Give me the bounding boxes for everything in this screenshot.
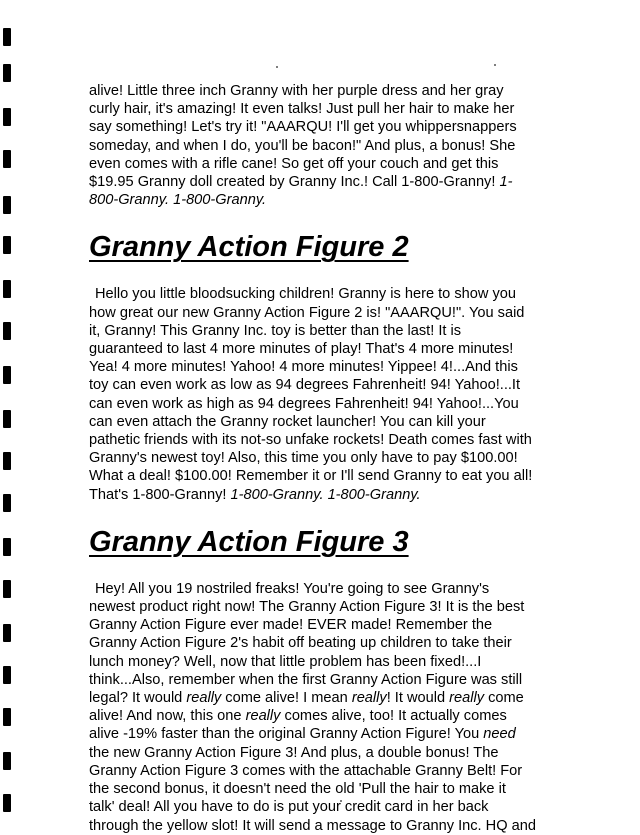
italic-emphasis: really [351, 690, 387, 707]
text-segment: alive -19% faster than the original Granny Action Figure! You [89, 726, 484, 743]
text-line: how great our new Granny Action Figure 2 is! "AAARQU!". You said [89, 304, 525, 321]
text-line: What a deal! $100.00! Remember it or I'll send Granny to eat you all! [89, 468, 533, 485]
binder-hole [3, 108, 11, 126]
binder-hole [3, 494, 11, 512]
text-line: toy can even work as low as 94 degrees Fahrenheit! 94! Yahoo!...It [89, 377, 521, 394]
text-line [89, 707, 559, 725]
binder-hole [3, 236, 11, 254]
text-line: think...Also, remember when the first Granny Action Figure was still [89, 671, 523, 688]
text-segment: ! It would [386, 690, 450, 707]
text-segment: $19.95 Granny doll created by Granny Inc.! Call 1-800-Granny! [89, 174, 500, 191]
text-line: Granny Action Figure 2's habit off beating up children to take their [89, 635, 512, 652]
text-line: say something! Let's try it! "AAARQU! I'll get you whippersnappers [89, 119, 517, 136]
document-page [89, 82, 559, 835]
italic-emphasis: need [483, 726, 516, 743]
text-line [89, 173, 559, 191]
binder-hole [3, 28, 11, 46]
text-line: Yea! 4 more minutes! Yahoo! 4 more minutes! Yippee! 4!...And this [89, 359, 518, 376]
text-segment: That's 1-800-Granny! [89, 486, 231, 503]
text-line: pathetic friends with its not-so unfake rockets! Death comes fast with [89, 432, 532, 449]
binder-hole [3, 580, 11, 598]
text-line: can even work as high as 94 degrees Fahrenheit! 94! Yahoo!...You [89, 395, 519, 412]
binder-hole [3, 666, 11, 684]
text-line: lunch money? Well, now that little problem has been fixed!...I [89, 653, 482, 670]
scan-speck [494, 64, 496, 66]
binder-hole [3, 452, 11, 470]
section2-paragraph [89, 285, 559, 503]
italic-emphasis: really [449, 690, 485, 707]
text-line: even comes with a rifle cane! So get off your couch and get this [89, 155, 499, 172]
binder-hole [3, 280, 11, 298]
italic-emphasis: really [186, 690, 222, 707]
text-line: someday, and when I do, you'll be bacon!" And plus, a bonus! She [89, 137, 516, 154]
text-line: Granny Action Figure ever made! EVER made! Remember the [89, 617, 493, 634]
intro-paragraph [89, 82, 559, 209]
binder-hole [3, 410, 11, 428]
italic-emphasis: really [245, 708, 281, 725]
binder-hole [3, 196, 11, 214]
text-segment: come alive! I mean [221, 690, 352, 707]
binder-hole [3, 150, 11, 168]
section-heading: Granny Action Figure 3 [89, 525, 409, 558]
text-line: Hey! All you 19 nostriled freaks! You're going to see Granny's [95, 580, 490, 597]
italic-phone: 1- [499, 174, 513, 191]
text-line: can even attach the Granny rocket launcher! You can kill your [89, 413, 486, 430]
text-line: the second bonus, it doesn't need the old 'Pull the hair to make it [89, 781, 506, 798]
binder-hole [3, 794, 11, 812]
scan-speck [276, 66, 278, 68]
text-line: guaranteed to last 4 more minutes of play! That's 4 more minutes! [89, 341, 514, 358]
text-line [89, 689, 559, 707]
binder-hole [3, 322, 11, 340]
text-segment: alive! And now, this one [89, 708, 246, 725]
binder-hole [3, 538, 11, 556]
text-line: it, Granny! This Granny Inc. toy is better than the last! It is [89, 322, 462, 339]
text-line: Granny Action Figure 3 comes with the attachable Granny Belt! For [89, 762, 523, 779]
binder-hole [3, 752, 11, 770]
section3-paragraph [89, 580, 559, 835]
text-segment: legal? It would [89, 690, 187, 707]
text-line [89, 191, 559, 209]
binder-hole [3, 64, 11, 82]
text-line: through the yellow slot! It will send a message to Granny Inc. HQ and [89, 817, 536, 834]
binder-hole-strip [0, 0, 14, 828]
text-line: talk' deal! All you have to do is put your credit card in her back [89, 799, 489, 816]
section-heading: Granny Action Figure 2 [89, 231, 409, 264]
italic-phone: 800-Granny. 1-800-Granny. [89, 192, 267, 209]
text-segment: comes alive, too! It actually comes [280, 708, 507, 725]
text-segment: come [484, 690, 524, 707]
text-line: newest product right now! The Granny Action Figure 3! It is the best [89, 599, 525, 616]
binder-hole [3, 624, 11, 642]
text-line: the new Granny Action Figure 3! And plus, a double bonus! The [89, 744, 499, 761]
text-line: Hello you little bloodsucking children! Granny is here to show you [95, 286, 517, 303]
text-line: Granny's newest toy! Also, this time you only have to pay $100.00! [89, 450, 518, 467]
binder-hole [3, 366, 11, 384]
binder-hole [3, 708, 11, 726]
text-line [89, 725, 559, 743]
text-line: alive! Little three inch Granny with her purple dress and her gray [89, 83, 504, 99]
text-line: curly hair, it's amazing! It even talks! Just pull her hair to make her [89, 101, 515, 118]
italic-phone: 1-800-Granny. 1-800-Granny. [230, 486, 421, 503]
text-line [89, 486, 559, 504]
